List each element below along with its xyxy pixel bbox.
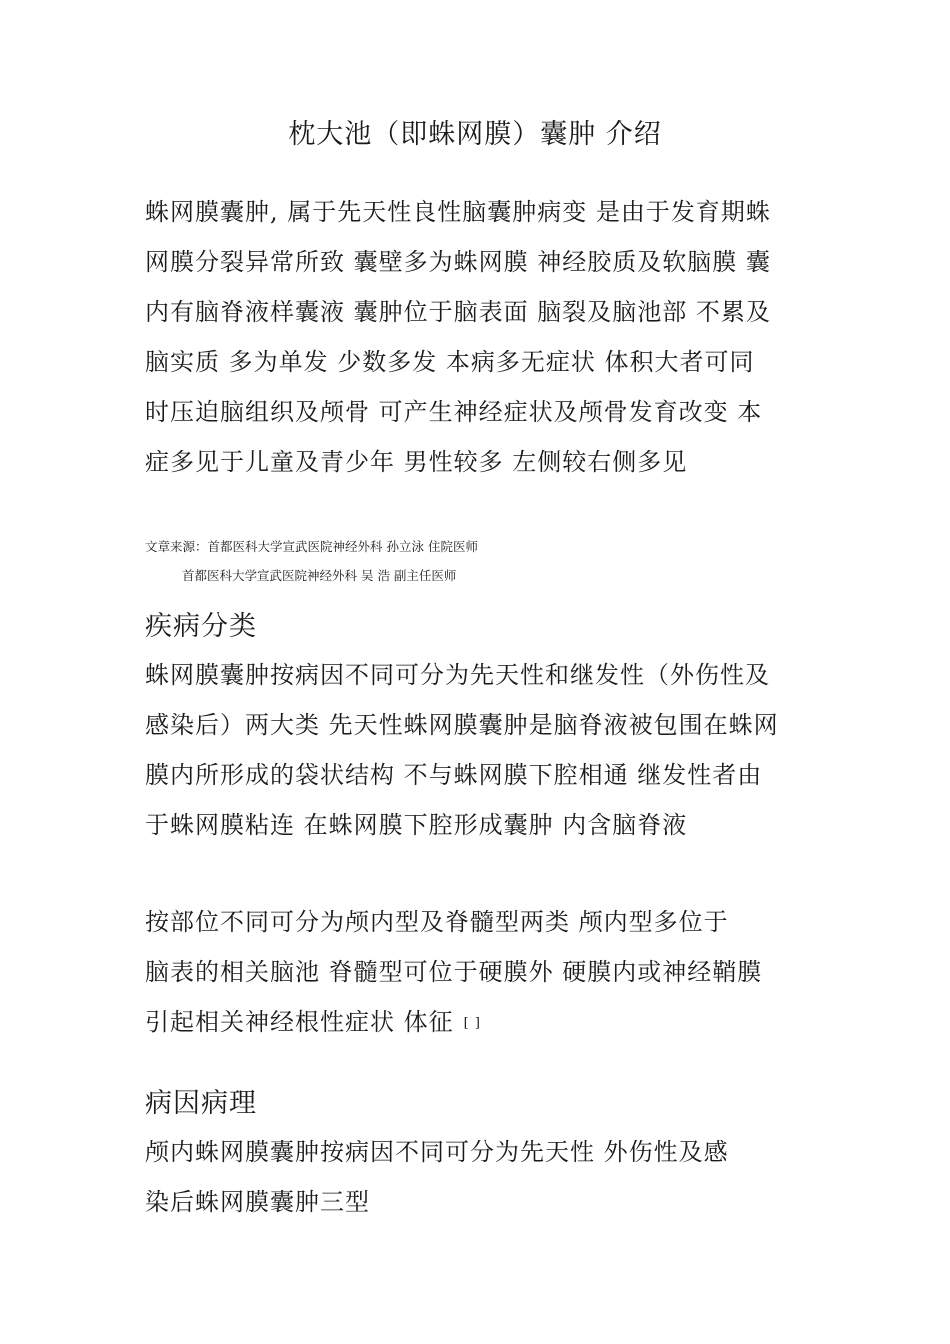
reference-marker: [ ] [463, 1015, 481, 1031]
classification-paragraph-2 [145, 897, 815, 1049]
paragraph-line: 内有脑脊液样囊液 囊肿位于脑表面 脑裂及脑池部 不累及 [145, 298, 771, 326]
paragraph-line: 于蛛网膜粘连 在蛛网膜下腔形成囊肿 内含脑脊液 [145, 811, 688, 839]
section-heading-etiology: 病因病理 [145, 1088, 257, 1119]
article-source [145, 532, 745, 590]
paragraph-line: 蛛网膜囊肿, 属于先天性良性脑囊肿病变 是由于发育期蛛 [145, 198, 771, 226]
paragraph-line: 脑实质 多为单发 少数多发 本病多无症状 体积大者可同 [145, 348, 755, 376]
source-line: 首都医科大学宣武医院神经外科 吴 浩 副主任医师 [182, 568, 457, 583]
paragraph-line: 膜内所形成的袋状结构 不与蛛网膜下腔相通 继发性者由 [145, 761, 763, 789]
paragraph-line: 脑表的相关脑池 脊髓型可位于硬膜外 硬膜内或神经鞘膜 [145, 958, 763, 986]
source-line: 文章来源：首都医科大学宣武医院神经外科 孙立泳 住院医师 [145, 539, 478, 554]
paragraph-line: 网膜分裂异常所致 囊壁多为蛛网膜 神经胶质及软脑膜 囊 [145, 248, 771, 276]
paragraph-line: 按部位不同可分为颅内型及脊髓型两类 颅内型多位于 [145, 908, 729, 936]
paragraph-line [145, 997, 815, 1049]
intro-paragraph [145, 187, 815, 487]
paragraph-line: 颅内蛛网膜囊肿按病因不同可分为先天性 外伤性及感 [145, 1138, 729, 1166]
classification-paragraph-1 [145, 650, 815, 850]
paragraph-line: 症多见于儿童及青少年 男性较多 左侧较右侧多见 [145, 448, 688, 476]
section-heading-classification: 疾病分类 [145, 611, 257, 642]
paragraph-line: 染后蛛网膜囊肿三型 [145, 1188, 370, 1216]
paragraph-text: 引起相关神经根性症状 体征 [145, 1008, 454, 1036]
paragraph-line: 蛛网膜囊肿按病因不同可分为先天性和继发性（外伤性及 [145, 661, 770, 689]
etiology-paragraph [145, 1127, 815, 1227]
document-title: 枕大池（即蛛网膜）囊肿 介绍 [288, 119, 662, 150]
paragraph-line: 感染后）两大类 先天性蛛网膜囊肿是脑脊液被包围在蛛网 [145, 711, 779, 739]
paragraph-line: 时压迫脑组织及颅骨 可产生神经症状及颅骨发育改变 本 [145, 398, 763, 426]
